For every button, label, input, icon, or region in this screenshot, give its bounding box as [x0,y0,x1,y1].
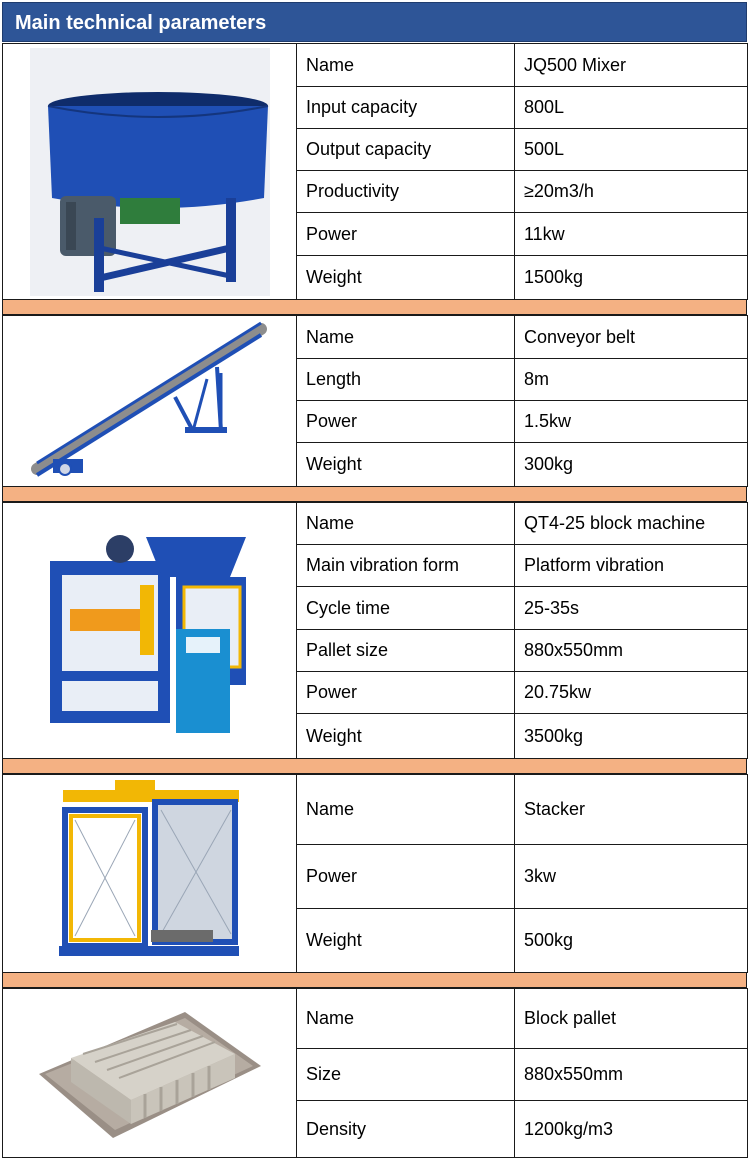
param-label: Size [297,1049,515,1101]
mixer-icon [30,48,270,296]
param-label: Power [297,213,515,256]
stacker-icon [55,780,245,968]
param-value: 1.5kw [515,401,748,443]
table-row [3,316,748,359]
block-pallet-icon [35,998,265,1148]
param-value: 8m [515,359,748,401]
page-title: Main technical parameters [2,2,747,42]
param-value: 20.75kw [515,672,748,714]
stacker-image-cell [3,775,297,973]
param-value: 25-35s [515,587,748,630]
table-row [3,44,748,87]
param-label: Power [297,672,515,714]
conveyor-image-cell [3,316,297,487]
stacker-spec-table [2,774,748,973]
param-value: 3kw [515,845,748,909]
conveyor-belt-icon [25,319,275,483]
param-label: Power [297,401,515,443]
param-label: Name [297,775,515,845]
param-value: 300kg [515,443,748,487]
section-separator [2,486,747,502]
param-value: JQ500 Mixer [515,44,748,87]
param-value: 3500kg [515,714,748,759]
param-value: Platform vibration [515,545,748,587]
block-machine-spec-table [2,502,748,759]
block-machine-image-cell [3,503,297,759]
param-label: Name [297,503,515,545]
mixer-spec-table [2,43,748,300]
param-label: Weight [297,909,515,973]
param-value: ≥20m3/h [515,171,748,213]
table-row [3,503,748,545]
param-value: 880x550mm [515,1049,748,1101]
param-value: 1500kg [515,256,748,300]
section-separator [2,972,747,988]
section-separator [2,758,747,774]
param-label: Output capacity [297,129,515,171]
param-value: 500L [515,129,748,171]
param-label: Name [297,989,515,1049]
param-label: Pallet size [297,630,515,672]
pallet-spec-table [2,988,748,1158]
mixer-image-cell [3,44,297,300]
param-value: QT4-25 block machine [515,503,748,545]
block-machine-icon [40,521,260,741]
param-label: Productivity [297,171,515,213]
param-label: Input capacity [297,87,515,129]
param-value: Block pallet [515,989,748,1049]
param-value: Conveyor belt [515,316,748,359]
pallet-image-cell [3,989,297,1158]
param-value: Stacker [515,775,748,845]
param-label: Length [297,359,515,401]
param-value: 800L [515,87,748,129]
param-label: Weight [297,714,515,759]
param-label: Name [297,316,515,359]
table-row [3,775,748,845]
param-label: Cycle time [297,587,515,630]
param-label: Weight [297,256,515,300]
section-separator [2,299,747,315]
param-value: 880x550mm [515,630,748,672]
param-value: 500kg [515,909,748,973]
param-label: Name [297,44,515,87]
table-row [3,989,748,1049]
param-label: Density [297,1101,515,1158]
param-label: Main vibration form [297,545,515,587]
param-label: Weight [297,443,515,487]
conveyor-spec-table [2,315,748,487]
param-label: Power [297,845,515,909]
param-value: 1200kg/m3 [515,1101,748,1158]
param-value: 11kw [515,213,748,256]
